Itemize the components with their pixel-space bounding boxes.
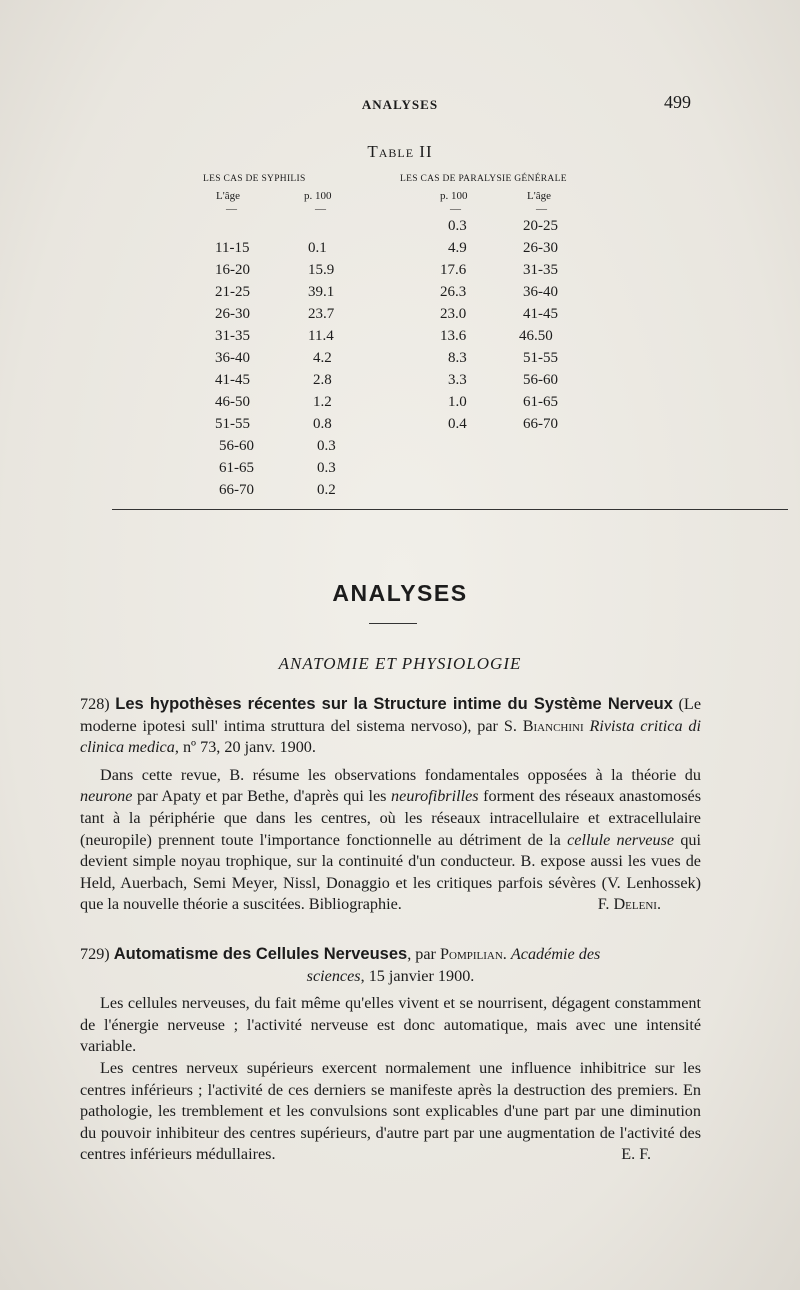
body-text: Les centres nerveux supérieurs exercent normalement une influence inhibitrice sur les centres inférieurs ; l'activité de ces derniers se manifeste après la destruction des premiers. En pathologie, les tremblement et les convulsions sont explicables d'une part par une diminution du pouvoir inhibiteur des centres supérieurs, d'autre part par une augmentation de l'activité des centres inférieurs médullaires. bbox=[80, 1058, 701, 1164]
left-pct-cell: 0.8 bbox=[313, 416, 332, 432]
article-ref: , 15 janvier 1900. bbox=[360, 966, 475, 985]
signature: F. Deleni. bbox=[597, 895, 661, 914]
right-age-cell: 26-30 bbox=[523, 240, 558, 256]
horizontal-rule bbox=[112, 509, 788, 510]
body-text-italic: neurofibrilles bbox=[391, 787, 479, 806]
right-col-pct: p. 100 bbox=[440, 190, 468, 202]
article-journal: Rivista critica di clinica medica bbox=[80, 716, 702, 757]
left-age-cell: 46-50 bbox=[215, 394, 250, 410]
page-number: 499 bbox=[664, 92, 691, 112]
left-pct-cell: 2.8 bbox=[313, 372, 332, 388]
right-pct-cell: 3.3 bbox=[448, 372, 467, 388]
left-age-cell: 56-60 bbox=[219, 438, 254, 454]
right-pct-cell: 23.0 bbox=[440, 306, 467, 322]
running-header: ANALYSES bbox=[361, 97, 439, 112]
article-desc: , par bbox=[407, 945, 440, 963]
body-text-italic: neurone bbox=[80, 787, 133, 806]
dash: — bbox=[450, 203, 461, 215]
left-age-cell: 11-15 bbox=[215, 240, 250, 256]
right-age-cell: 51-55 bbox=[523, 350, 558, 366]
right-pct-cell: 4.9 bbox=[448, 240, 467, 256]
left-pct-cell: 0.3 bbox=[317, 460, 336, 476]
right-age-cell: 66-70 bbox=[523, 416, 558, 432]
right-age-cell: 56-60 bbox=[523, 372, 558, 388]
left-pct-cell: 4.2 bbox=[313, 350, 332, 366]
article-journal: sciences bbox=[306, 966, 361, 985]
left-age-cell: 66-70 bbox=[219, 482, 254, 498]
right-pct-cell: 13.6 bbox=[440, 328, 467, 344]
right-pct-cell: 26.3 bbox=[440, 284, 467, 300]
right-age-cell: 31-35 bbox=[523, 262, 558, 278]
left-age-cell: 21-25 bbox=[215, 284, 250, 300]
section-title: ANATOMIE ET PHYSIOLOGIE bbox=[278, 654, 522, 673]
dash: — bbox=[315, 203, 326, 215]
body-text: par Apaty et par Bethe, d'après qui les bbox=[132, 787, 392, 806]
right-age-cell: 41-45 bbox=[523, 306, 558, 322]
article-desc: . bbox=[502, 945, 511, 963]
right-age-cell: 46.50 bbox=[519, 328, 553, 344]
left-age-cell: 26-30 bbox=[215, 306, 250, 322]
left-pct-cell: 0.3 bbox=[317, 438, 336, 454]
left-age-cell: 36-40 bbox=[215, 350, 250, 366]
right-pct-cell: 0.4 bbox=[448, 416, 467, 432]
left-pct-cell: 23.7 bbox=[308, 306, 335, 322]
left-age-cell: 16-20 bbox=[215, 262, 250, 278]
right-age-cell: 20-25 bbox=[523, 218, 558, 234]
main-title: ANALYSES bbox=[332, 580, 468, 606]
article-number: 729) bbox=[80, 945, 114, 963]
signature: E. F. bbox=[621, 1145, 651, 1164]
table-title: Table II bbox=[367, 142, 433, 161]
left-age-cell: 41-45 bbox=[215, 372, 250, 388]
left-pct-cell: 15.9 bbox=[308, 262, 335, 278]
body-text: Dans cette revue, B. résume les observations fondamentales opposées à la théorie du bbox=[100, 765, 701, 784]
right-pct-cell: 0.3 bbox=[448, 218, 467, 234]
article-title: Automatisme des Cellules Nerveuses bbox=[113, 945, 408, 963]
left-pct-cell: 0.2 bbox=[317, 482, 336, 498]
left-age-cell: 61-65 bbox=[219, 460, 254, 476]
right-col-age: L'âge bbox=[527, 190, 551, 202]
title-underline bbox=[369, 623, 417, 624]
right-pct-cell: 1.0 bbox=[448, 394, 467, 410]
right-age-cell: 61-65 bbox=[523, 394, 558, 410]
left-pct-cell: 39.1 bbox=[308, 284, 335, 300]
body-paragraph: Les cellules nerveuses, du fait même qu'elles vivent et se nourrisent, dégagent constamment de l'énergie nerveuse ; l'activité nerveuse est donc automatique, mais avec une intensité variable. bbox=[80, 994, 701, 1056]
article-author: S. Bianchini bbox=[503, 716, 584, 735]
right-group-header: LES CAS DE PARALYSIE GÉNÉRALE bbox=[400, 174, 567, 184]
article-729 bbox=[80, 944, 701, 1166]
left-pct-cell: 11.4 bbox=[308, 328, 334, 344]
right-pct-cell: 17.6 bbox=[440, 262, 467, 278]
left-col-age: L'âge bbox=[216, 190, 240, 202]
article-journal: Académie des bbox=[510, 945, 601, 963]
right-age-cell: 36-40 bbox=[523, 284, 558, 300]
dash: — bbox=[536, 203, 547, 215]
left-group-header: LES CAS DE SYPHILIS bbox=[203, 174, 306, 184]
article-number: 728) bbox=[80, 695, 116, 713]
article-desc: (Le moderne ipotesi sull' intima struttura del sistema nervoso), par bbox=[80, 695, 702, 735]
article-title: Les hypothèses récentes sur la Structure intime du Système Nerveux bbox=[115, 695, 673, 713]
left-pct-cell: 0.1 bbox=[308, 240, 327, 256]
right-pct-cell: 8.3 bbox=[448, 350, 467, 366]
body-text: forment des réseaux anastomosés tant à la périphérie que dans les centres, où les réseaux intracellulaire et extracellulaire (neuropile) prennent toute l'importance fonctionnelle au détriment de la bbox=[80, 787, 701, 849]
left-age-cell: 51-55 bbox=[215, 416, 250, 432]
article-728 bbox=[80, 694, 701, 916]
article-author: Pompilian bbox=[440, 945, 503, 963]
body-text: qui devient simple noyau trophique, sur la continuité d'un conducteur. B. expose aussi les vues de Held, Auerbach, Semi Meyer, Nissl, Donaggio et les critiques parfois sévères (V. Lenhossek) que la nouvelle théorie a suscitées. Bibliographie. bbox=[80, 830, 702, 914]
article-ref: , nº 73, 20 janv. 1900. bbox=[174, 738, 316, 757]
body-text-italic: cellule nerveuse bbox=[567, 830, 675, 849]
left-age-cell: 31-35 bbox=[215, 328, 250, 344]
dash: — bbox=[226, 203, 237, 215]
left-col-pct: p. 100 bbox=[304, 190, 332, 202]
left-pct-cell: 1.2 bbox=[313, 394, 332, 410]
